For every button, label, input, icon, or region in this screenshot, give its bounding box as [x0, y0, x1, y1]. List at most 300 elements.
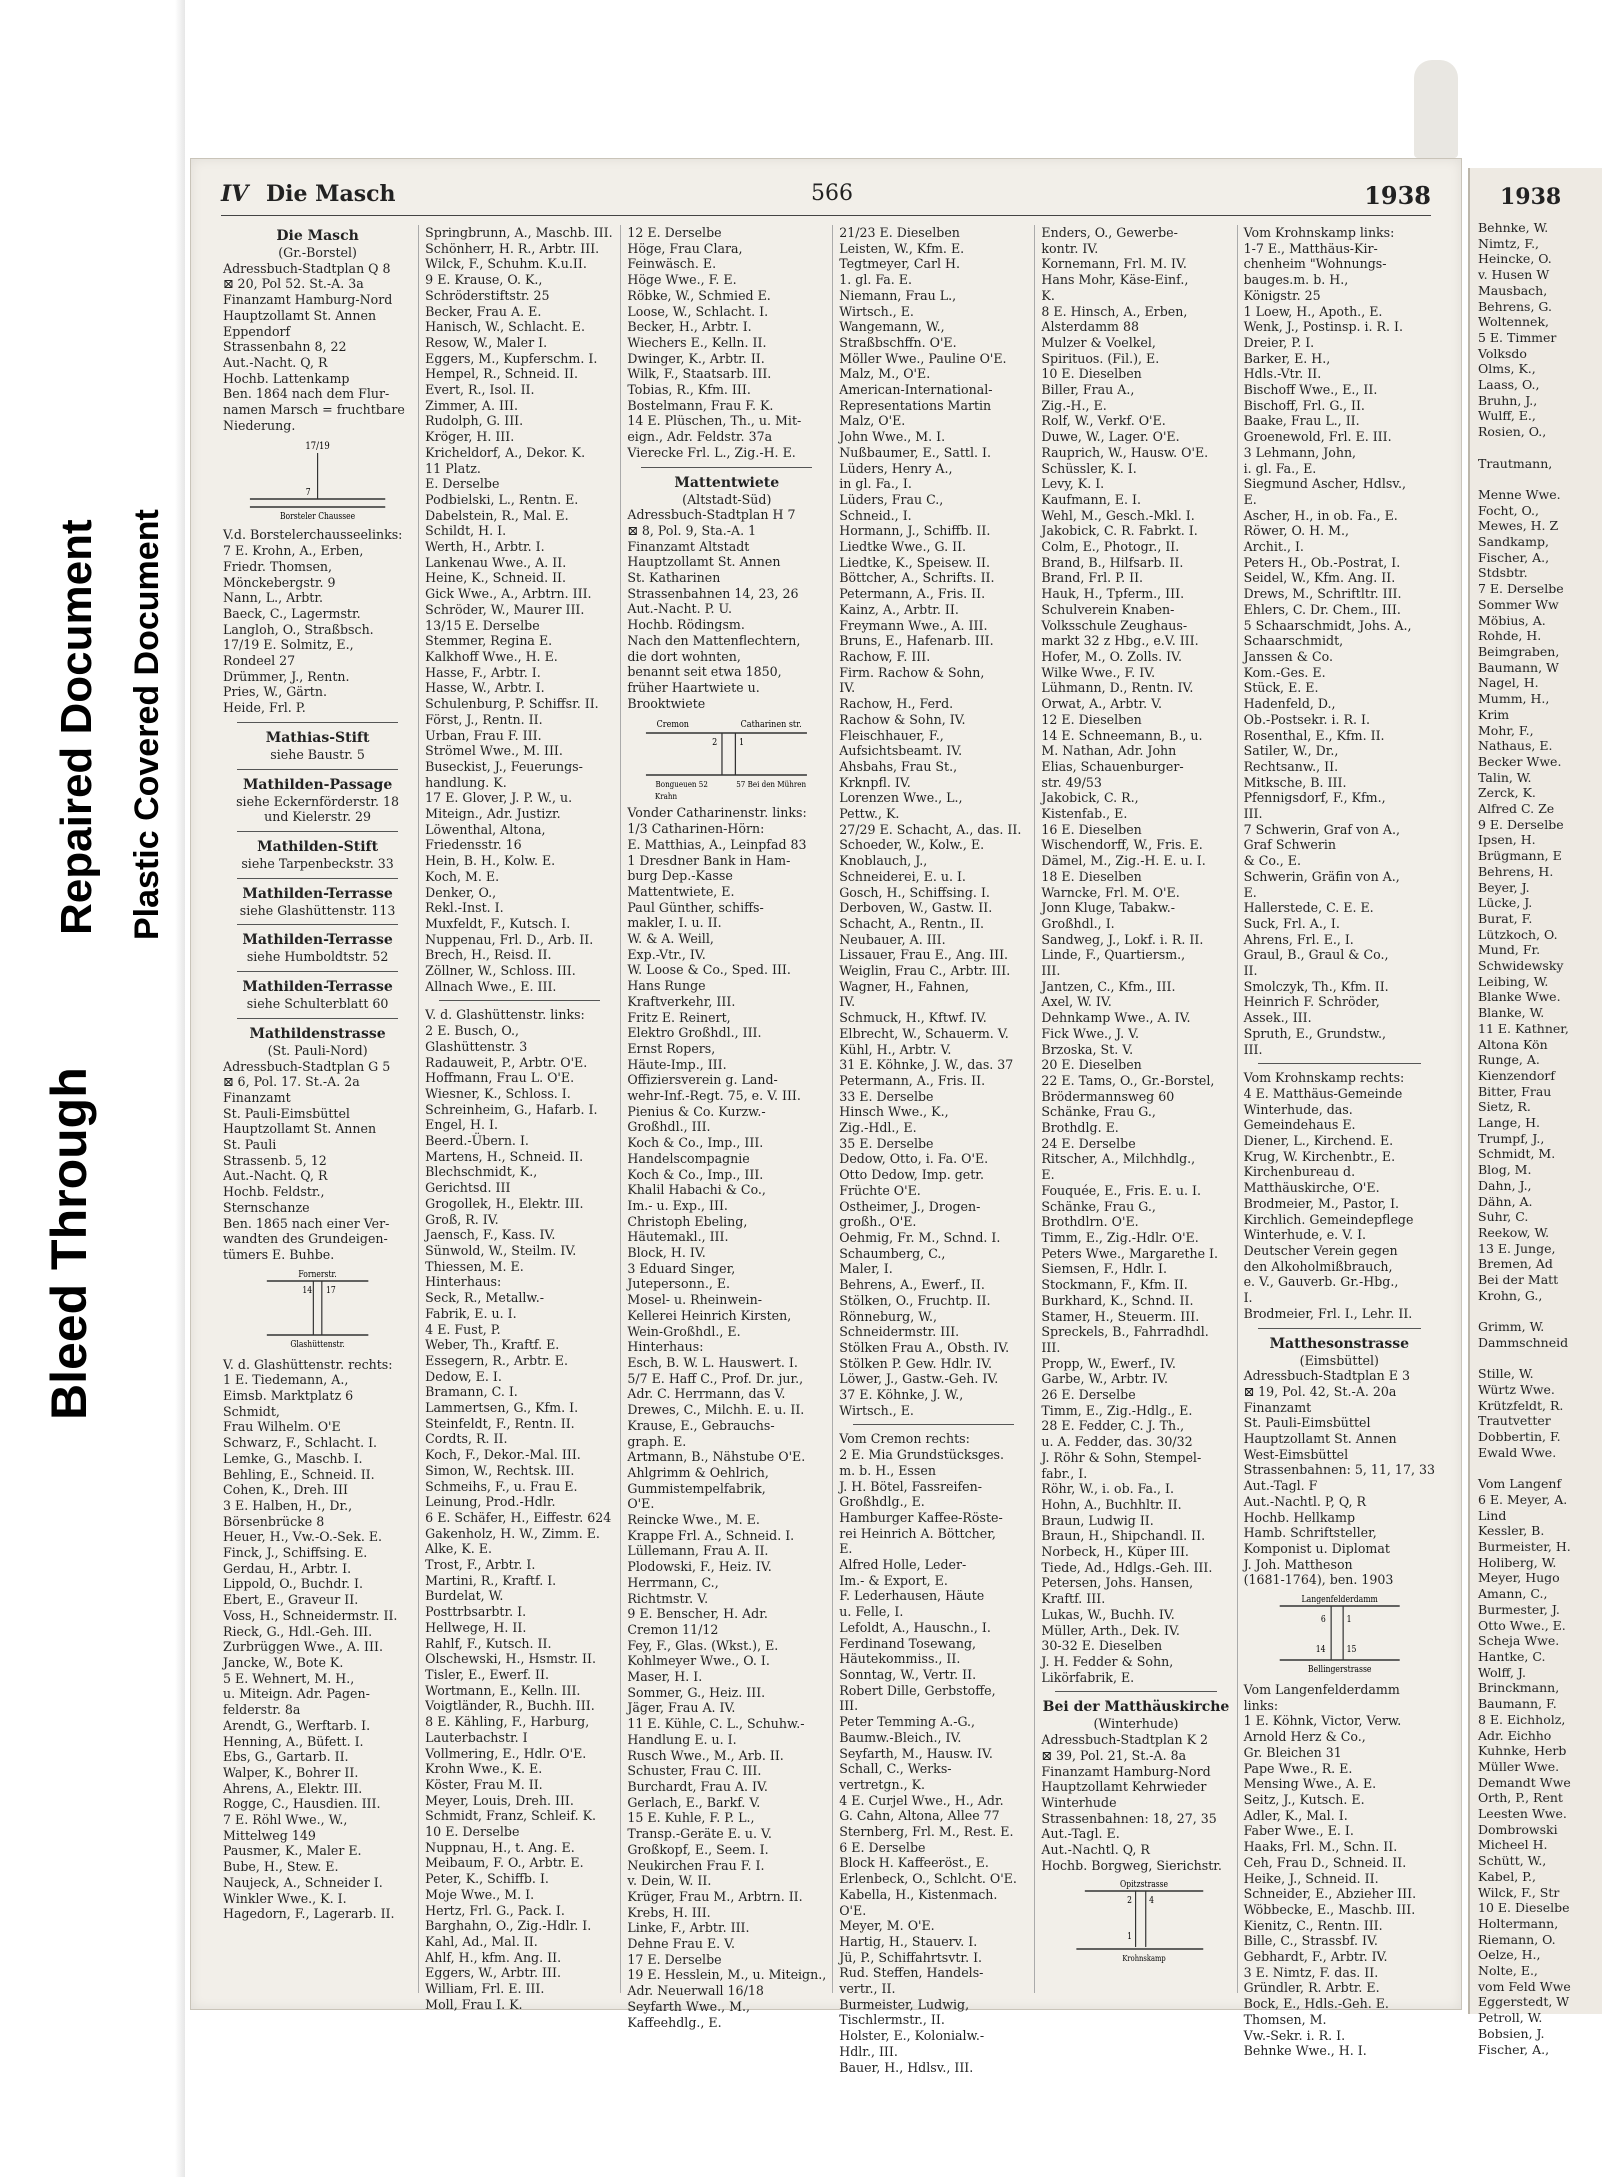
directory-entry: Hoffmann, Frau L. O'E. [425, 1070, 575, 1086]
directory-entry: Friedensstr. 16 [425, 837, 522, 853]
directory-entry: Block H. Kaffeeröst., E. [839, 1855, 989, 1871]
directory-entry: Schneid., I. [839, 507, 912, 523]
directory-entry: Plodowski, F., Heiz. IV. [627, 1559, 772, 1575]
directory-entry: Bramann, C. I. [425, 1384, 518, 1400]
directory-entry: Braun, H., Shipchandl. II. [1041, 1528, 1206, 1544]
directory-entry: Cohen, K., Dreh. III [223, 1482, 348, 1498]
map-label: 1 [739, 738, 745, 749]
directory-entry: Rudolph, G. III. [425, 413, 524, 429]
facing-entry: 11 E. Kathner, [1478, 1020, 1569, 1036]
directory-entry: Schuster, Frau C. III. [627, 1763, 762, 1779]
street-subheading: siehe Eckernförderstr. 18 [236, 793, 400, 809]
facing-entry: Schmidt, M. [1478, 1146, 1556, 1162]
facing-page [1468, 168, 1602, 2057]
directory-entry: Rönneburg, W., [839, 1308, 937, 1324]
directory-entry: Zurbrüggen Wwe., A. III. [223, 1639, 383, 1655]
directory-entry: Finanzamt [1243, 1399, 1312, 1415]
directory-entry: Kraftf. III. [1041, 1591, 1106, 1607]
directory-entry: Oehmig, Fr. M., Schnd. I. [839, 1230, 1001, 1245]
directory-entry: Lüders, Frau C., [839, 491, 944, 507]
map-label: Cremon [656, 720, 690, 731]
directory-entry: Schönherr, H. R., Arbtr. III. [425, 240, 600, 256]
directory-entry: 11 Platz. [425, 460, 481, 476]
directory-entry: Bruns, E., Hafenarb. III. [839, 633, 994, 649]
map-label: 2 [712, 738, 718, 749]
directory-entry: Elektro Großhdl., III. [627, 1025, 762, 1041]
street-subheading: (Winterhude) [1093, 1716, 1179, 1732]
directory-entry: Seyfarth Wwe., M., [627, 1998, 750, 2014]
directory-entry: O'E. [839, 1902, 867, 1918]
directory-entry: Nuppenau, Frl. D., Arb. II. [425, 931, 594, 947]
directory-entry: Ahlf, H., kfm. Ang. II. [425, 1949, 562, 1965]
facing-entry: Fischer, A., [1478, 2041, 1550, 2057]
facing-entry: Ipsen, H. [1478, 832, 1536, 848]
facing-entry: Würtz Wwe. [1478, 1382, 1555, 1398]
directory-entry: Gerdau, H., Arbtr. I. [223, 1560, 352, 1576]
map-label: 1 [1346, 1613, 1352, 1625]
facing-entry: Riemann, O. [1478, 1931, 1556, 1947]
directory-entry: Reincke Wwe., M. E. [627, 1512, 760, 1528]
facing-entry: Trautmann, [1478, 455, 1553, 471]
directory-entry: Simon, W., Rechtsk. III. [425, 1462, 575, 1478]
facing-entry: Bitter, Frau [1478, 1083, 1552, 1099]
directory-entry: Lissauer, Frau E., Ang. III. [839, 947, 1009, 963]
directory-entry: 3 E. Halben, H., Dr., [223, 1497, 353, 1513]
map-label: 15 [1346, 1643, 1356, 1655]
directory-entry: Im.- & Export, E. [839, 1572, 948, 1588]
directory-entry: Gakenholz, H. W., Zimm. E. [425, 1525, 600, 1541]
directory-entry: Brooktwiete [627, 695, 706, 711]
directory-entry: Vom Langenfelderdamm [1243, 1682, 1400, 1698]
directory-entry: Stamer, H., Steuerm. III. [1041, 1308, 1200, 1324]
directory-entry: Dehnkamp Wwe., A. IV. [1041, 1010, 1191, 1026]
directory-entry: Komponist u. Diplomat [1243, 1540, 1390, 1556]
directory-entry: Pettw., K. [839, 806, 900, 822]
directory-entry: Jakobick, C. R. Fabrkt. I. [1041, 523, 1198, 539]
directory-entry: i. gl. Fa., E. [1243, 460, 1317, 476]
facing-entry: Volksdo [1478, 345, 1527, 361]
directory-entry: Allnach Wwe., E. III. [425, 978, 557, 994]
directory-entry: Aut.-Nachtl. P, Q, R [1243, 1493, 1367, 1509]
directory-entry: Fey, F., Glas. (Wkst.), E. [627, 1637, 779, 1653]
directory-entry: Hochb. Feldstr., [223, 1184, 325, 1200]
directory-entry: 8 E. Kähling, F., Harburg, [425, 1714, 590, 1730]
directory-entry: ⊠ 8, Pol. 9, Sta.-A. 1 [627, 522, 757, 538]
directory-entry: 1 Loew, H., Apoth., E. [1243, 303, 1383, 319]
directory-entry: Petersen, Johs. Hansen, [1041, 1575, 1194, 1591]
directory-entry: Hinterhaus: [627, 1339, 704, 1355]
directory-entry: J. Röhr & Sohn, Stempel- [1041, 1449, 1202, 1465]
directory-entry: Muxfeldt, F., Kutsch. I. [425, 915, 571, 931]
columns [217, 225, 1441, 2075]
directory-entry: Hagedorn, F., Lagerarb. II. [223, 1906, 395, 1922]
directory-entry: Krause, E., Gebrauchs- [627, 1417, 775, 1433]
directory-entry: Dehne Frau E. V. [627, 1936, 736, 1952]
directory-entry: Feinwäsch. E. [627, 256, 717, 272]
directory-entry: Knoblauch, J., [839, 853, 928, 869]
directory-entry: Malz, O'E. [839, 413, 906, 429]
directory-entry: Ferdinand Tosewang, [839, 1635, 977, 1651]
directory-entry: E. Matthias, A., Leinpfad 83 [627, 836, 807, 852]
facing-entry: Nathaus, E. [1478, 738, 1553, 754]
directory-entry: Mönckebergstr. 9 [223, 574, 336, 590]
directory-entry: III. [839, 1698, 859, 1714]
directory-entry: Gr. Bleichen 31 [1243, 1744, 1342, 1760]
facing-entry: Kuhnke, Herb [1478, 1743, 1567, 1759]
directory-entry: West-Eimsbüttel [1243, 1446, 1349, 1462]
directory-entry: 7 E. Krohn, A., Erben, [223, 543, 364, 559]
directory-entry: Jantzen, C., Kfm., III. [1041, 978, 1176, 994]
directory-entry: Pausmer, K., Maler E. [223, 1843, 362, 1859]
directory-entry: Hochb. Lattenkamp [223, 370, 350, 386]
directory-entry: John Wwe., M. I. [839, 429, 946, 445]
label-bleed-through: Bleed Through [41, 1067, 97, 1420]
directory-entry: 5 E. Wehnert, M. H., [223, 1670, 355, 1686]
directory-entry: Tisler, E., Ewerf. II. [425, 1666, 550, 1682]
facing-entry: v. Husen W [1478, 267, 1550, 283]
directory-entry: 17/19 E. Solmitz, E., [223, 637, 354, 653]
directory-entry: 6 E. Derselbe [839, 1839, 926, 1855]
street-heading: Bei der Matthäuskirche [1042, 1699, 1230, 1716]
facing-entry [1470, 440, 1602, 456]
directory-entry: benannt seit etwa 1850, [627, 664, 782, 680]
facing-entry: Blanke Wwe. [1478, 989, 1561, 1005]
directory-entry: Ahrens, A., Elektr. III. [223, 1780, 363, 1796]
directory-entry: Neukirchen Frau F. I. [627, 1857, 765, 1873]
facing-entry: Stille, W. [1478, 1366, 1534, 1382]
directory-entry: Bischoff, Frl. G., II. [1243, 397, 1365, 413]
directory-entry: Burchardt, Frau A. IV. [627, 1778, 768, 1794]
directory-entry: Schall, C., Werks- [839, 1761, 952, 1777]
directory-entry: Kainz, A., Arbtr. II. [839, 601, 959, 617]
directory-entry: Adressbuch-Stadtplan E 3 [1243, 1368, 1410, 1384]
facing-entry [1470, 1351, 1602, 1367]
directory-entry: Colm, E., Photogr., II. [1041, 539, 1180, 555]
directory-entry: Finanzamt Hamburg-Nord [223, 292, 393, 308]
directory-entry: O'E. [627, 1496, 655, 1512]
map-label: 14 [1315, 1643, 1326, 1655]
directory-entry: Schneidermstr. III. [839, 1324, 960, 1340]
directory-entry: 4 E. Fust, P. [425, 1321, 501, 1337]
directory-entry: Ernst Ropers, [627, 1040, 716, 1056]
directory-entry: Hinsch Wwe., K., [839, 1104, 949, 1120]
directory-entry: Ben. 1865 nach einer Ver- [223, 1215, 390, 1231]
directory-entry: Stölken, O., Fruchtp. II. [839, 1292, 991, 1308]
directory-entry: 14 E. Schneemann, B., u. [1041, 727, 1203, 743]
directory-entry: Gummistempelfabrik, [627, 1480, 766, 1496]
facing-entry: Adr. Eichho [1478, 1727, 1552, 1743]
directory-entry: Artmann, B., Nähstube O'E. [627, 1449, 806, 1465]
background-object [1414, 60, 1458, 158]
directory-entry: Khalil Habachi & Co., [627, 1182, 766, 1198]
directory-entry: Dämel, M., Zig.-H. E. u. I. [1041, 853, 1206, 869]
directory-entry: Schulverein Knaben- [1041, 601, 1175, 617]
directory-entry: Diener, L., Kirchend. E. [1243, 1133, 1394, 1149]
directory-entry: Lemke, G., Maschb. I. [223, 1450, 363, 1466]
map-label: Bongueuen 52 [655, 780, 709, 790]
directory-entry: 6 E. Schäfer, H., Eiffestr. 624 [425, 1509, 612, 1525]
directory-entry: Kienitz, C., Rentn. III. [1243, 1917, 1383, 1933]
directory-entry: Schildt, H. I. [425, 523, 507, 539]
directory-entry: Offiziersverein g. Land- [627, 1072, 778, 1088]
directory-entry: 1 E. Köhnk, Victor, Verw. [1243, 1713, 1402, 1729]
directory-entry: Kaffeehdlg., E. [627, 2014, 722, 2030]
directory-entry: Wortmann, E., Kelln. III. [425, 1682, 581, 1698]
directory-entry: Leisten, W., Kfm. E. [839, 240, 965, 256]
directory-entry: Eggers, M., Kupferschm. I. [425, 350, 598, 366]
facing-entry: Bremen, Ad [1478, 1256, 1553, 1272]
directory-entry: Seidel, W., Kfm. Ang. II. [1243, 570, 1396, 586]
directory-entry: G. Cahn, Altona, Allee 77 [839, 1808, 1000, 1824]
directory-entry: Gick Wwe., A., Arbtrn. III. [425, 586, 592, 602]
directory-entry: Dabelstein, R., Mal. E. [425, 507, 569, 523]
directory-entry: v. Dein, W. II. [627, 1873, 712, 1889]
directory-entry: Axel, W. IV. [1041, 994, 1112, 1010]
directory-entry: Naujeck, A., Schneider I. [223, 1874, 383, 1890]
directory-entry: 4 E. Matthäus-Gemeinde [1243, 1085, 1403, 1101]
directory-entry: Lorenzen Wwe., L., [839, 790, 963, 806]
directory-entry: Martini, R., Kraftf. I. [425, 1572, 557, 1588]
directory-entry: Gemeindehaus E. [1243, 1117, 1356, 1133]
facing-entry: Kessler, B. [1478, 1523, 1545, 1539]
facing-entry: Mewes, H. Z [1478, 518, 1559, 534]
facing-entry: Demandt Wwe [1478, 1774, 1571, 1790]
facing-entry: Sandkamp, [1478, 534, 1549, 550]
running-street: Die Masch [266, 181, 396, 207]
directory-entry: Gebhardt, F., Arbtr. IV. [1243, 1949, 1388, 1965]
directory-entry: Arendt, G., Werftarb. I. [223, 1717, 371, 1733]
directory-entry: Häutekommiss., II. [839, 1651, 961, 1667]
facing-entry: Altona Kön [1478, 1036, 1548, 1052]
directory-entry: M. Nathan, Adr. John [1041, 743, 1177, 759]
street-heading: Mathilden-Terrasse [242, 932, 393, 949]
directory-entry: Rachow, F. III. [839, 648, 931, 664]
facing-entry: Wolff, J. [1478, 1664, 1526, 1680]
directory-entry: 13/15 E. Derselbe [425, 617, 540, 633]
directory-entry: namen Marsch = fruchtbare [223, 402, 405, 418]
directory-entry: Adressbuch-Stadtplan G 5 [223, 1058, 391, 1074]
directory-entry: Wiechers E., Kelln. II. [627, 334, 767, 350]
directory-entry: 21/23 E. Dieselben [839, 225, 960, 240]
directory-entry: Wein-Großhdl., E. [627, 1323, 741, 1339]
street-heading: Die Masch [276, 228, 359, 244]
facing-entry: Wilck, F., Str [1478, 1884, 1560, 1900]
directory-entry: Holster, E., Kolonialw.- [839, 2028, 985, 2044]
map-label: 7 [305, 486, 311, 498]
street-sketch-map5 [1254, 1592, 1425, 1678]
directory-entry: Böttcher, A., Schrifts. II. [839, 570, 995, 586]
directory-entry: Großhdl., I. [1041, 915, 1115, 931]
street-sketch-map4 [1051, 1877, 1220, 1963]
street-sketch-map3 [637, 715, 816, 801]
facing-entry: Möbius, A. [1478, 612, 1546, 628]
directory-entry: Gosch, H., Schiffsing. I. [839, 884, 990, 900]
directory-entry: Krebs, H. III. [627, 1904, 711, 1920]
facing-entry: Mausbach, [1478, 282, 1548, 298]
directory-entry: großh., O'E. [839, 1214, 917, 1230]
directory-entry: Höge Wwe., F. E. [627, 272, 737, 288]
directory-entry: Janssen & Co. [1243, 648, 1333, 664]
column-3 [621, 225, 833, 2030]
directory-entry: Denker, O., [425, 884, 497, 900]
directory-entry: Urban, Frau F. III. [425, 727, 542, 743]
directory-entry: Finck, J., Schiffsing. E. [223, 1545, 368, 1561]
directory-entry: Ascher, H., in ob. Fa., E. [1243, 507, 1398, 523]
directory-entry: u. A. Fedder, das. 30/32 [1041, 1434, 1193, 1450]
street-heading: Mathias-Stift [265, 729, 370, 746]
directory-entry: Meyer, M. O'E. [839, 1918, 935, 1934]
directory-entry: Stemmer, Regina E. [425, 633, 553, 649]
facing-entry: Nolte, E., [1478, 1963, 1538, 1979]
directory-entry: Peters H., Ob.-Postrat, I. [1243, 554, 1401, 570]
directory-entry: Garbe, W., Arbtr. IV. [1041, 1371, 1169, 1387]
section-divider [237, 831, 398, 832]
directory-entry: Groenewold, Frl. E. III. [1243, 429, 1392, 445]
directory-entry: 5 Schaarschmidt, Johs. A., [1243, 617, 1412, 633]
directory-entry: Sternschanze [223, 1199, 310, 1215]
directory-entry: Faber Wwe., E. I. [1243, 1823, 1354, 1839]
directory-entry: Norbeck, H., Küper III. [1041, 1544, 1189, 1560]
directory-entry: Behnke Wwe., H. I. [1243, 2043, 1367, 2059]
directory-entry: Kirchenbureau d. [1243, 1164, 1356, 1180]
directory-entry: Spreckels, B., Fahrradhdl. [1041, 1324, 1209, 1340]
facing-entry: 6 E. Meyer, A. [1478, 1491, 1568, 1507]
directory-entry: 37 E. Köhnke, J. W., [839, 1387, 964, 1403]
facing-entry: Lücke, J. [1478, 895, 1533, 911]
directory-entry: str. 49/53 [1041, 774, 1102, 790]
directory-entry: Först, J., Rentn. II. [425, 711, 543, 727]
directory-entry: V.d. Borstelerchausseelinks: [223, 527, 403, 543]
directory-entry: Ostheimer, J., Drogen- [839, 1198, 981, 1214]
facing-entry: Brügmann, E [1478, 848, 1562, 864]
facing-entry: Amann, C., [1478, 1586, 1548, 1602]
directory-entry: Adressbuch-Stadtplan H 7 [627, 507, 796, 523]
facing-entry: Dahn, J., [1478, 1177, 1532, 1193]
column-6 [1238, 225, 1441, 2059]
facing-entry: Rohde, H. [1478, 628, 1542, 644]
directory-entry: Eimsb. Marktplatz 6 [223, 1388, 354, 1404]
directory-entry: graph. E. [627, 1433, 687, 1449]
directory-entry: Podbielski, L., Rentn. E. [425, 491, 579, 507]
facing-page-entries [1470, 220, 1602, 2057]
directory-entry: Walper, K., Bohrer II. [223, 1764, 359, 1780]
directory-entry: Heinrich F. Schröder, [1243, 994, 1380, 1010]
directory-entry: 3 E. Nimtz, F. das. II. [1243, 1964, 1379, 1980]
directory-entry: Jü, P., Schiffahrtsvtr. I. [839, 1949, 983, 1965]
directory-entry: Bock, E., Hdls.-Geh. E. [1243, 1996, 1389, 2012]
directory-entry: 2 E. Mia Grundstücksges. [839, 1447, 1005, 1463]
directory-entry: Dwinger, K., Arbtr. II. [627, 350, 765, 366]
section-divider [1055, 1691, 1216, 1692]
directory-entry: Röbke, W., Schmied E. [627, 287, 771, 303]
directory-entry: Fouquée, E., Fris. E. u. I. [1041, 1182, 1201, 1198]
directory-entry: Liedtke, K., Speisew. II. [839, 554, 991, 570]
directory-entry: Hasse, W., Arbtr. I. [425, 680, 545, 696]
directory-entry: Strömel Wwe., M. III. [425, 743, 563, 759]
directory-entry: 30-32 E. Dieselben [1041, 1638, 1163, 1654]
map-label: 6 [1320, 1613, 1326, 1625]
directory-entry: Pries, W., Gärtn. [223, 684, 327, 700]
directory-entry: 10 E. Derselbe [425, 1824, 520, 1840]
map-label: Krahn [655, 792, 678, 802]
section-divider [853, 1424, 1014, 1425]
directory-entry: bauges.m. b. H., [1243, 272, 1349, 288]
directory-entry: Wöbbecke, E., Maschb. III. [1243, 1901, 1416, 1917]
directory-entry: Schüssler, K. I. [1041, 460, 1137, 476]
facing-entry: Laass, O., [1478, 377, 1540, 393]
directory-entry: & Co., E. [1243, 853, 1301, 869]
facing-entry: Lange, H. [1478, 1115, 1541, 1131]
directory-entry: Kalkhoff Wwe., H. E. [425, 648, 558, 664]
directory-entry: Heike, J., Schneid. II. [1243, 1870, 1379, 1886]
facing-entry: Sietz, R. [1478, 1099, 1531, 1115]
directory-entry: Lauterbachstr. I [425, 1729, 528, 1745]
directory-entry: Lühmann, D., Rentn. IV. [1041, 680, 1194, 696]
facing-entry: Zerck, K. [1478, 785, 1536, 801]
facing-entry: Runge, A. [1478, 1052, 1540, 1068]
directory-entry: Block, H. IV. [627, 1245, 706, 1261]
directory-entry: Adr. Neuerwall 16/18 [627, 1983, 764, 1999]
directory-entry: Graul, B., Graul & Co., [1243, 947, 1389, 963]
directory-entry: Rolf, W., Verkf. O'E. [1041, 413, 1166, 429]
directory-entry: Vw.-Sekr. i. R. I. [1243, 2027, 1346, 2043]
directory-entry: Baumw.-Bleich., IV. [839, 1729, 962, 1745]
street-subheading: siehe Humboldtstr. 52 [246, 949, 389, 965]
directory-entry: Peter, K., Schiffb. I. [425, 1871, 549, 1887]
directory-entry: Koch & Co., Imp., III. [627, 1135, 764, 1151]
directory-entry: Barker, E. H., [1243, 350, 1331, 366]
directory-entry: Propp, W., Ewerf., IV. [1041, 1355, 1176, 1371]
directory-entry: Burdelat, W. [425, 1588, 504, 1604]
facing-entry: Sommer Ww [1478, 596, 1559, 612]
directory-page [190, 158, 1462, 2075]
directory-entry: Behling, E., Schneid. II. [223, 1466, 375, 1482]
map-label: 57 Bei den Mühren [736, 780, 807, 790]
directory-entry: Moll, Frau I. K. [425, 1996, 523, 2012]
directory-entry: Graf Schwerin [1243, 837, 1337, 853]
directory-entry: Meyer, Louis, Dreh. III. [425, 1792, 574, 1808]
directory-entry: Hamburger Kaffee-Röste- [839, 1509, 1003, 1525]
directory-entry: Bischoff Wwe., E., II. [1243, 382, 1378, 398]
directory-entry: Hertz, Frl. G., Pack. I. [425, 1902, 565, 1918]
facing-entry: Wulff, E., [1478, 408, 1536, 424]
directory-entry: Pfennigsdorf, F., Kfm., [1243, 790, 1386, 806]
directory-entry: Mosel- u. Rheinwein- [627, 1292, 762, 1308]
directory-entry: Henning, A., Büfett. I. [223, 1733, 364, 1749]
directory-entry: Jutepersonn., E. [627, 1276, 731, 1292]
directory-entry: Exp.-Vtr., IV. [627, 946, 706, 962]
directory-entry: Resow, W., Maler I. [425, 334, 548, 350]
directory-entry: J. H. Fedder & Sohn, [1041, 1653, 1174, 1669]
directory-entry: Brand, B., Hilfsarb. II. [1041, 554, 1184, 570]
directory-entry: Friedr. Thomsen, [223, 558, 333, 574]
directory-entry: Wenk, J., Postinsp. i. R. I. [1243, 319, 1404, 335]
directory-entry: Linke, F., Arbtr. III. [627, 1920, 750, 1936]
directory-entry: Springbrunn, A., Maschb. III. [425, 225, 613, 240]
directory-entry: Zig.-H., E. [1041, 397, 1107, 413]
directory-entry: Satiler, W., Dr., [1243, 743, 1339, 759]
directory-entry: 1. gl. Fa. E. [839, 272, 912, 288]
facing-entry: Müller Wwe. [1478, 1758, 1560, 1774]
section-divider [237, 924, 398, 925]
directory-entry: III. [1243, 1041, 1263, 1057]
directory-entry: St. Katharinen [627, 570, 721, 586]
directory-entry: Strassenb. 5, 12 [223, 1152, 327, 1168]
directory-entry: Werth, H., Arbtr. I. [425, 539, 545, 555]
directory-entry: 3 Lehmann, John, [1243, 444, 1357, 460]
directory-entry: Seitz, J., Kutsch. E. [1243, 1791, 1365, 1807]
directory-entry: Stück, E. E. [1243, 680, 1319, 696]
